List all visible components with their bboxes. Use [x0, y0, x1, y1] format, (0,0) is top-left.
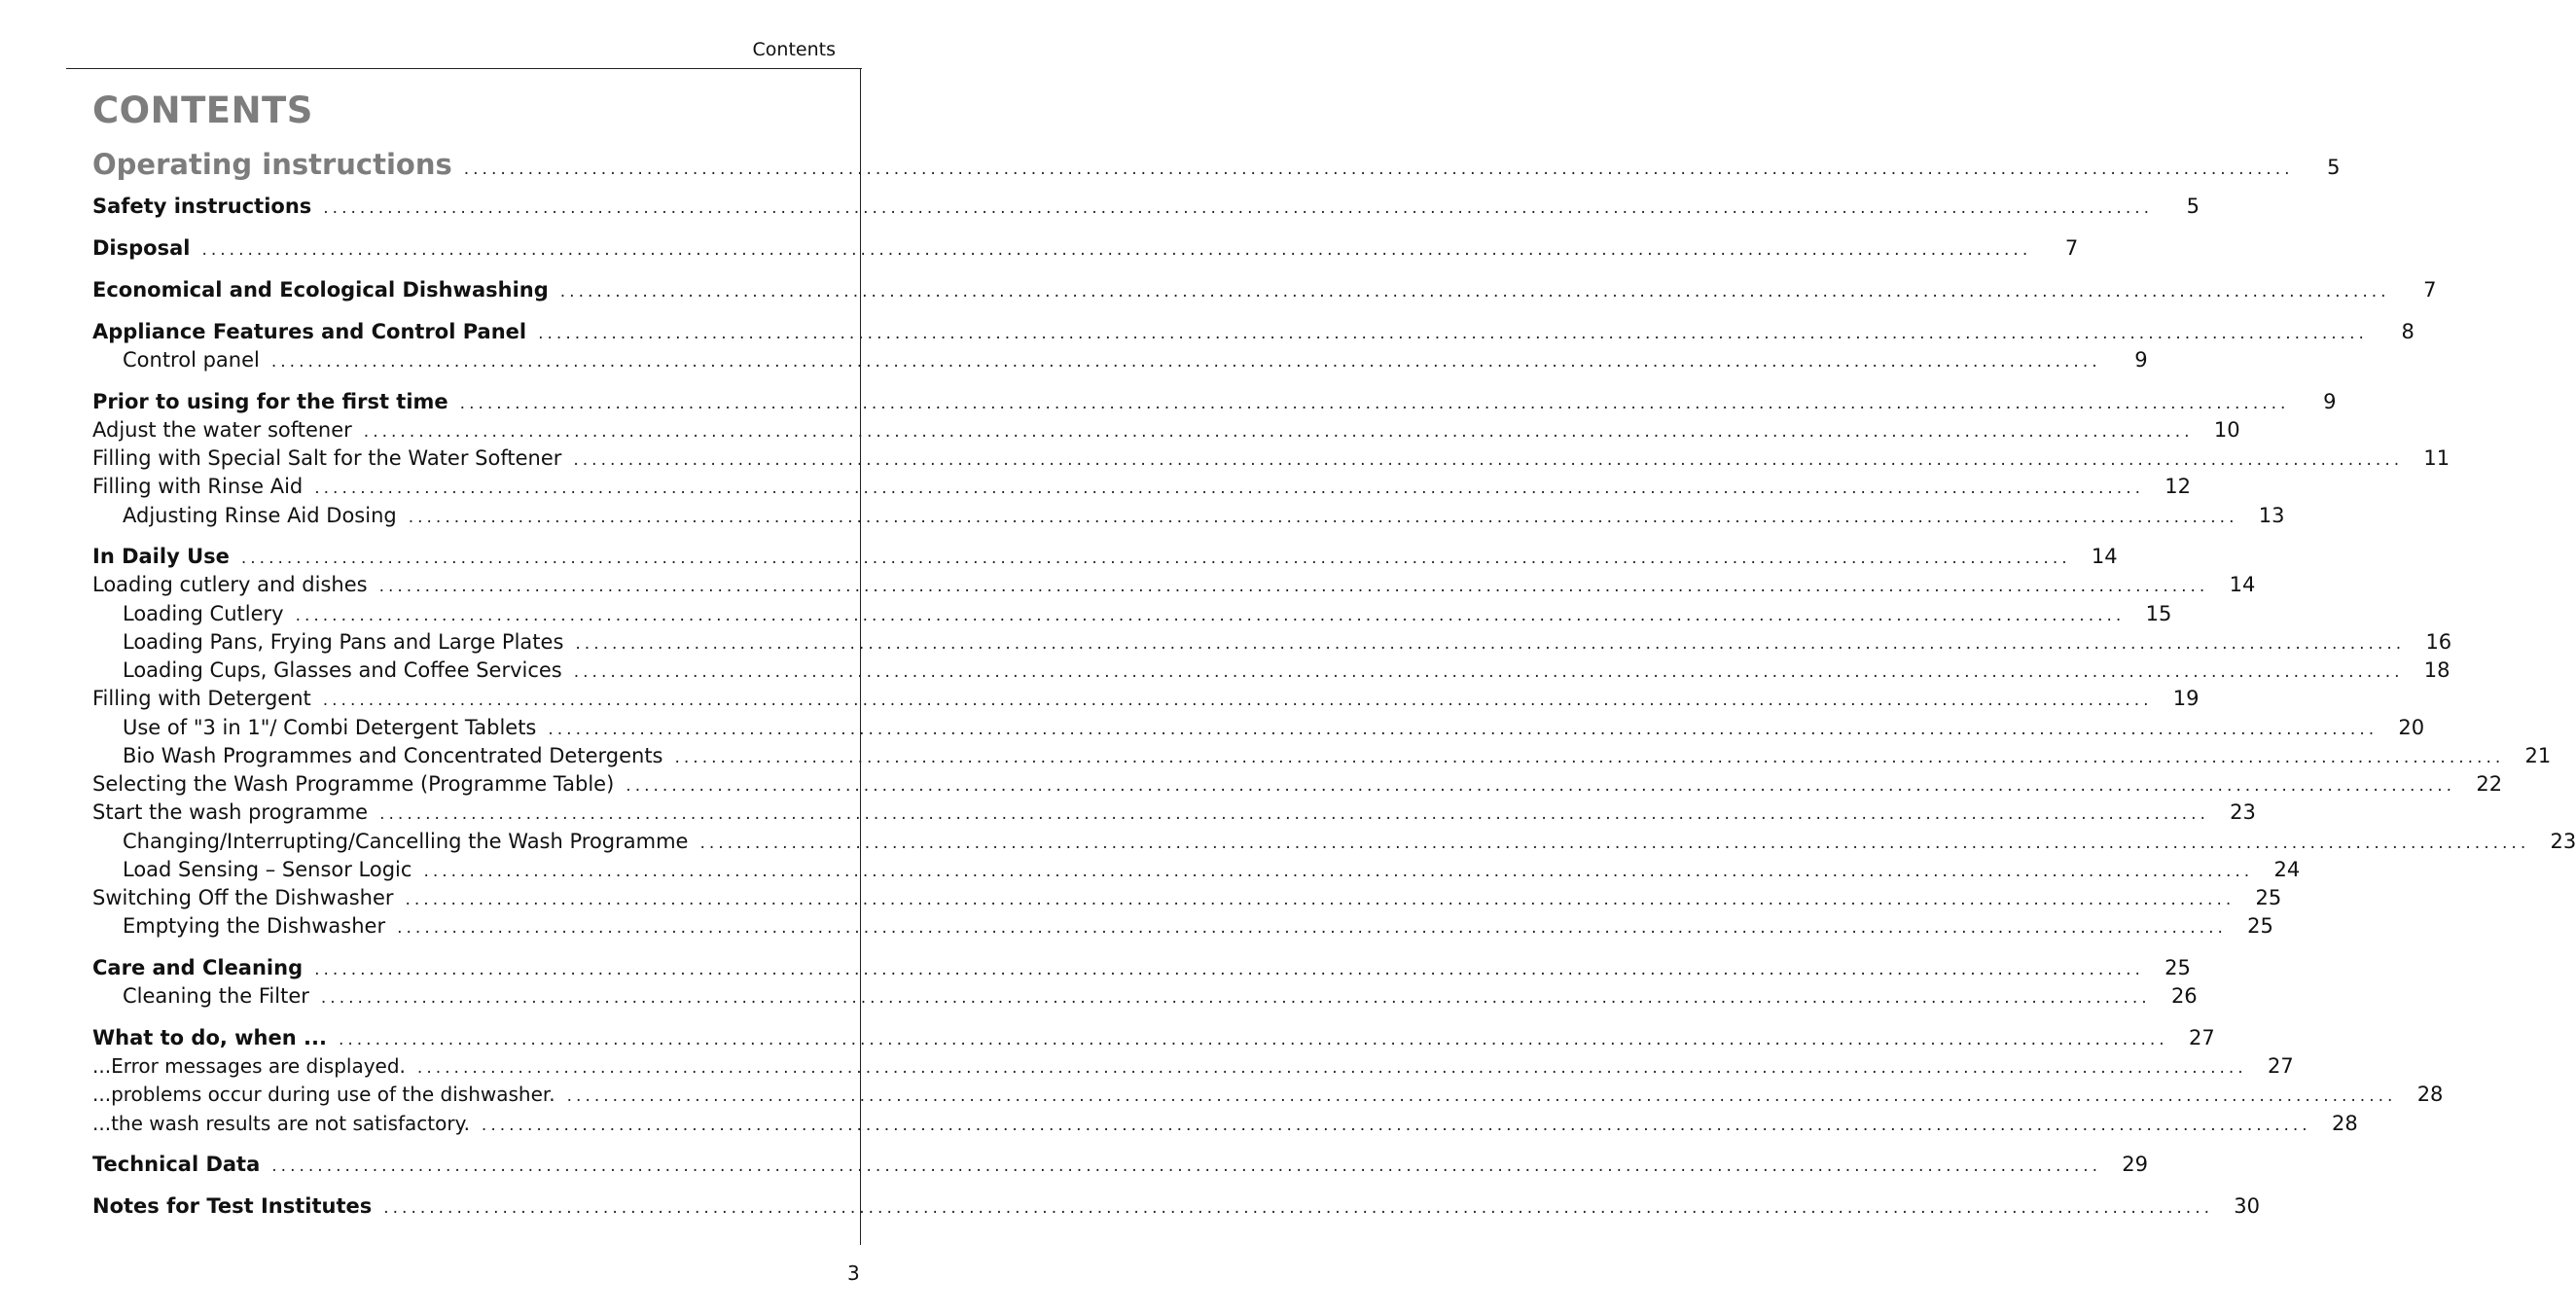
toc-leader-dots: ........................................................................................................................................................................................................	[538, 324, 2368, 343]
toc-leader-dots: ........................................................................................................................................................................................................	[322, 691, 2153, 710]
toc-entry-label: What to do, when ...	[92, 1026, 327, 1049]
toc-entry-label: Safety instructions	[92, 195, 312, 218]
toc-entry-page: 27	[2188, 1026, 2215, 1049]
toc-entry-page: 25	[2247, 914, 2273, 938]
toc-entry-page: 7	[2423, 278, 2437, 302]
toc-entry-page: 20	[2398, 716, 2425, 739]
toc-entry-label: Loading Cups, Glasses and Coffee Services	[123, 658, 562, 682]
toc-entry-page: 5	[2186, 195, 2200, 218]
toc-entry[interactable]	[92, 446, 2451, 476]
toc-entry[interactable]	[92, 886, 2282, 915]
toc-leader-dots: ........................................................................................................................................................................................................	[295, 606, 2126, 625]
toc-entry-page: 8	[2401, 320, 2415, 343]
toc-entry[interactable]	[92, 278, 2437, 307]
toc-leader-dots: ........................................................................................................................................................................................................	[408, 508, 2238, 527]
page-title: CONTENTS	[92, 89, 313, 131]
toc-entry-page: 12	[2165, 475, 2191, 498]
toc-entry[interactable]	[92, 1083, 2444, 1112]
toc-entry-label: Filling with Rinse Aid	[92, 475, 304, 498]
toc-entry-label: Adjust the water softener	[92, 418, 352, 442]
page-number: 3	[847, 1262, 860, 1285]
toc-leader-dots: ........................................................................................................................................................................................................	[463, 160, 2294, 179]
toc-entry[interactable]	[92, 320, 2415, 349]
toc-leader-dots: ........................................................................................................................................................................................................	[559, 282, 2390, 302]
toc-entry-label: Control panel	[123, 348, 260, 372]
toc-entry[interactable]	[92, 687, 2200, 716]
toc-entry-label: Selecting the Wash Programme (Programme Table)	[92, 772, 615, 796]
toc-entry[interactable]	[92, 545, 2118, 574]
toc-entry[interactable]	[92, 236, 2079, 266]
toc-entry-label: Loading Pans, Frying Pans and Large Plates	[123, 630, 564, 654]
toc-entry-page: 14	[2229, 573, 2256, 596]
toc-entry[interactable]	[92, 475, 2191, 504]
toc-entry[interactable]	[92, 148, 2341, 187]
toc-entry-page: 30	[2234, 1194, 2260, 1218]
toc-entry-page: 24	[2273, 858, 2301, 881]
toc-entry-page: 11	[2423, 446, 2451, 470]
toc-entry-page: 7	[2064, 236, 2079, 260]
toc-entry-label: Emptying the Dishwasher	[123, 914, 386, 938]
toc-entry-label: Filling with Special Salt for the Water Softener	[92, 446, 562, 470]
toc-entry-page: 10	[2213, 418, 2240, 442]
toc-leader-dots: ........................................................................................................................................................................................................	[423, 862, 2254, 881]
toc-leader-dots: ........................................................................................................................................................................................................	[626, 776, 2456, 796]
toc-entry-page: 26	[2170, 984, 2198, 1008]
toc-entry-page: 23	[2230, 800, 2256, 824]
toc-leader-dots: ........................................................................................................................................................................................................	[405, 890, 2236, 909]
toc-entry-page: 29	[2122, 1153, 2149, 1176]
toc-leader-dots: ........................................................................................................................................................................................................	[397, 918, 2227, 938]
toc-entry-page: 5	[2327, 156, 2341, 179]
toc-entry[interactable]	[92, 1194, 2260, 1224]
toc-leader-dots: ........................................................................................................................................................................................................	[314, 479, 2144, 498]
toc-entry-page: 15	[2145, 602, 2172, 625]
toc-entry-label: Technical Data	[92, 1153, 261, 1176]
toc-entry[interactable]	[92, 1054, 2294, 1084]
toc-leader-dots: ........................................................................................................................................................................................................	[481, 1116, 2311, 1135]
toc-entry[interactable]	[123, 630, 2452, 659]
toc-entry-label: Disposal	[92, 236, 191, 260]
toc-entry-page: 16	[2425, 630, 2452, 654]
toc-leader-dots: ........................................................................................................................................................................................................	[573, 662, 2404, 682]
toc-entry-label: Changing/Interrupting/Cancelling the Wash Programme	[123, 830, 689, 853]
toc-entry[interactable]	[92, 573, 2256, 602]
toc-entry[interactable]	[92, 195, 2200, 224]
toc-entry-page: 28	[2331, 1112, 2358, 1135]
toc-entry-label: Notes for Test Institutes	[92, 1194, 373, 1218]
toc-entry[interactable]	[123, 744, 2552, 773]
toc-entry-label: Load Sensing – Sensor Logic	[123, 858, 412, 881]
toc-entry-label: Use of "3 in 1"/ Combi Detergent Tablets	[123, 716, 537, 739]
toc-entry-label: Prior to using for the first time	[92, 390, 448, 413]
toc-leader-dots: ........................................................................................................................................................................................................	[383, 1198, 2213, 1218]
toc-entry-page: 9	[2134, 348, 2148, 372]
toc-entry[interactable]	[123, 914, 2273, 943]
toc-entry[interactable]	[123, 504, 2285, 533]
toc-entry-page: 23	[2550, 830, 2576, 853]
toc-entry-label: Operating instructions	[92, 148, 452, 181]
toc-leader-dots: ........................................................................................................................................................................................................	[323, 198, 2154, 218]
toc-entry[interactable]	[92, 390, 2337, 419]
toc-entry-label: Appliance Features and Control Panel	[92, 320, 527, 343]
toc-entry[interactable]	[123, 602, 2172, 631]
toc-entry-label: Economical and Ecological Dishwashing	[92, 278, 549, 302]
toc-entry[interactable]	[123, 830, 2576, 859]
toc-entry-label: Loading cutlery and dishes	[92, 573, 368, 596]
toc-leader-dots: ........................................................................................................................................................................................................	[378, 577, 2209, 596]
toc-entry-page: 21	[2524, 744, 2552, 767]
toc-entry-label: Loading Cutlery	[123, 602, 284, 625]
toc-entry-page: 19	[2172, 687, 2200, 710]
toc-entry-page: 9	[2323, 390, 2337, 413]
toc-entry-label: ...problems occur during use of the dishwasher.	[92, 1083, 555, 1106]
toc-entry-label: In Daily Use	[92, 545, 230, 568]
toc-entry-page: 27	[2267, 1054, 2294, 1078]
toc-leader-dots: ........................................................................................................................................................................................................	[548, 720, 2379, 739]
toc-leader-dots: ........................................................................................................................................................................................................	[240, 549, 2071, 568]
toc-entry-label: Cleaning the Filter	[123, 984, 309, 1008]
running-header: Contents	[752, 39, 836, 60]
toc-leader-dots: ........................................................................................................................................................................................................	[379, 804, 2209, 824]
toc-leader-dots: ........................................................................................................................................................................................................	[270, 352, 2101, 372]
toc-entry[interactable]	[123, 858, 2301, 887]
toc-leader-dots: ........................................................................................................................................................................................................	[320, 988, 2151, 1008]
toc-entry[interactable]	[92, 800, 2256, 830]
toc-leader-dots: ........................................................................................................................................................................................................	[314, 960, 2144, 979]
toc-entry-page: 28	[2416, 1083, 2444, 1106]
toc-entry-label: Bio Wash Programmes and Concentrated Detergents	[123, 744, 663, 767]
toc-entry-page: 25	[2165, 956, 2191, 979]
toc-entry[interactable]	[92, 418, 2240, 447]
toc-entry-page: 14	[2091, 545, 2118, 568]
toc-leader-dots: ........................................................................................................................................................................................................	[363, 422, 2194, 442]
toc-entry[interactable]	[92, 772, 2503, 801]
toc-entry[interactable]	[123, 984, 2198, 1013]
toc-leader-dots: ........................................................................................................................................................................................................	[338, 1030, 2168, 1049]
toc-leader-dots: ........................................................................................................................................................................................................	[699, 834, 2530, 853]
toc-entry-page: 22	[2476, 772, 2503, 796]
toc-entry[interactable]	[123, 716, 2425, 745]
toc-entry-page: 18	[2423, 658, 2451, 682]
toc-entry[interactable]	[123, 658, 2451, 688]
toc-leader-dots: ........................................................................................................................................................................................................	[271, 1156, 2102, 1176]
toc-entry-page: 13	[2258, 504, 2285, 527]
toc-entry-label: ...Error messages are displayed.	[92, 1054, 406, 1078]
toc-entry[interactable]	[92, 1112, 2358, 1141]
toc-entry[interactable]	[92, 1026, 2215, 1055]
toc-entry-label: Start the wash programme	[92, 800, 369, 824]
toc-leader-dots: ........................................................................................................................................................................................................	[575, 634, 2406, 654]
toc-entry[interactable]	[123, 348, 2148, 377]
toc-entry[interactable]	[92, 1153, 2149, 1182]
toc-leader-dots: ........................................................................................................................................................................................................	[674, 748, 2505, 767]
toc-leader-dots: ........................................................................................................................................................................................................	[416, 1058, 2247, 1078]
toc-entry[interactable]	[92, 956, 2191, 985]
toc-leader-dots: ........................................................................................................................................................................................................	[566, 1086, 2397, 1106]
toc-leader-dots: ........................................................................................................................................................................................................	[573, 450, 2404, 470]
toc-entry-label: ...the wash results are not satisfactory.	[92, 1112, 470, 1135]
toc-entry-label: Adjusting Rinse Aid Dosing	[123, 504, 397, 527]
toc-leader-dots: ........................................................................................................................................................................................................	[201, 240, 2032, 260]
toc-entry-label: Care and Cleaning	[92, 956, 304, 979]
toc-entry-label: Switching Off the Dishwasher	[92, 886, 394, 909]
toc-entry-label: Filling with Detergent	[92, 687, 311, 710]
toc-leader-dots: ........................................................................................................................................................................................................	[459, 394, 2290, 413]
toc-entry-page: 25	[2255, 886, 2282, 909]
